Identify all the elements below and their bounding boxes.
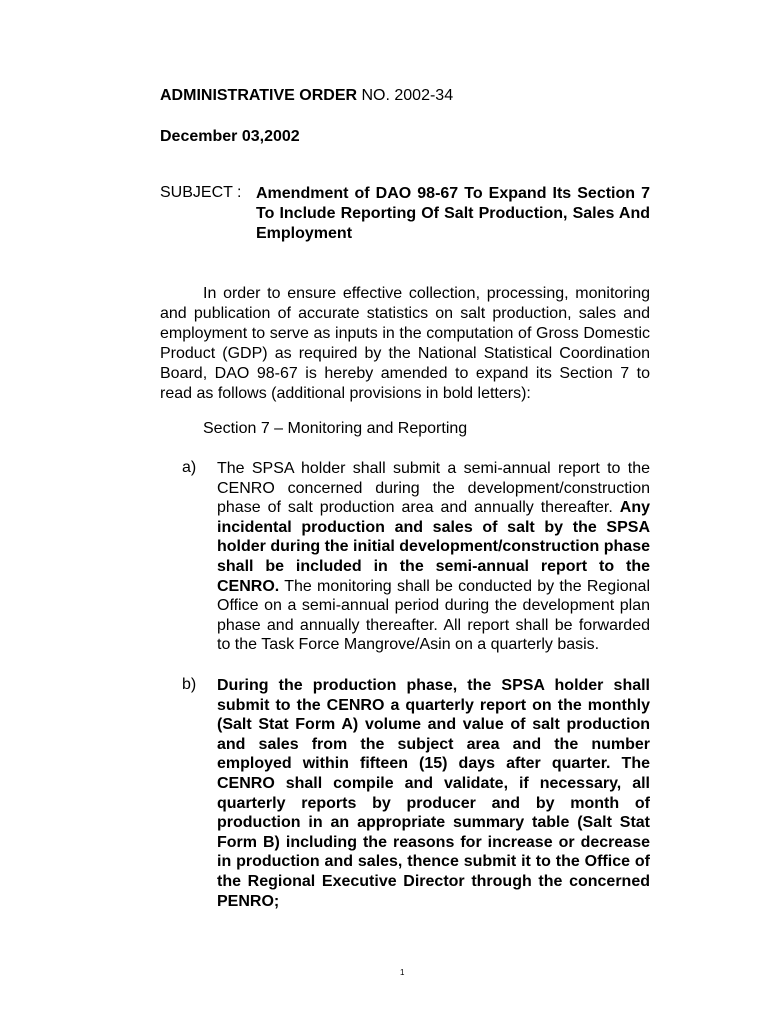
item-a-text-part1: The SPSA holder shall submit a semi-annual report to the CENRO concerned during the development/construction phase of salt production area and annually thereafter. (217, 460, 650, 517)
item-b-text: During the production phase, the SPSA holder shall submit to the CENRO a quarterly report on the monthly (Salt Stat Form A) volume and value of salt production and sales from the subject area and the number employed within fifteen (15) days after quarter. The CENRO shall compile and validate, if necessary, all quarterly reports by producer and by month of production in an appropriate summary table (Salt Stat Form B) including the reasons for increase or decrease in production and sales, thence submit it to the Office of the Regional Executive Director through the concerned PENRO; (217, 677, 650, 910)
order-number: NO. 2002-34 (357, 87, 454, 104)
subject-text: Amendment of DAO 98-67 To Expand Its Section 7 To Include Reporting Of Salt Production, Sales And Employment (256, 185, 650, 242)
section-heading: Section 7 – Monitoring and Reporting (203, 420, 468, 437)
page-number: 1 (400, 968, 405, 977)
item-a-text (217, 459, 650, 655)
item-a-text-bold: Any incidental production and sales of salt by the SPSA holder during the initial development/construction phase shall be included in the semi-annual report to the CENRO. (217, 499, 650, 595)
subject-label: SUBJECT : (160, 184, 242, 201)
item-a-label: a) (182, 459, 197, 476)
order-title (160, 87, 453, 105)
intro-paragraph: In order to ensure effective collection, processing, monitoring and publication of accurate statistics on salt production, sales and employment to serve as inputs in the computation of Gross Domestic Product (GDP) as required by the National Statistical Coordination Board, DAO 98-67 is hereby amended to expand its Section 7 to read as follows (additional provisions in bold letters): (160, 285, 650, 402)
order-label: ADMINISTRATIVE ORDER (160, 87, 358, 104)
item-a-text-part2: The monitoring shall be conducted by the Regional Office on a semi-annual period during the development plan phase and annually thereafter. All report shall be forwarded to the Task Force Mangrove/Asin on a quarterly basis. (217, 577, 650, 654)
item-b-label: b) (182, 676, 197, 693)
order-date: December 03,2002 (160, 128, 300, 145)
